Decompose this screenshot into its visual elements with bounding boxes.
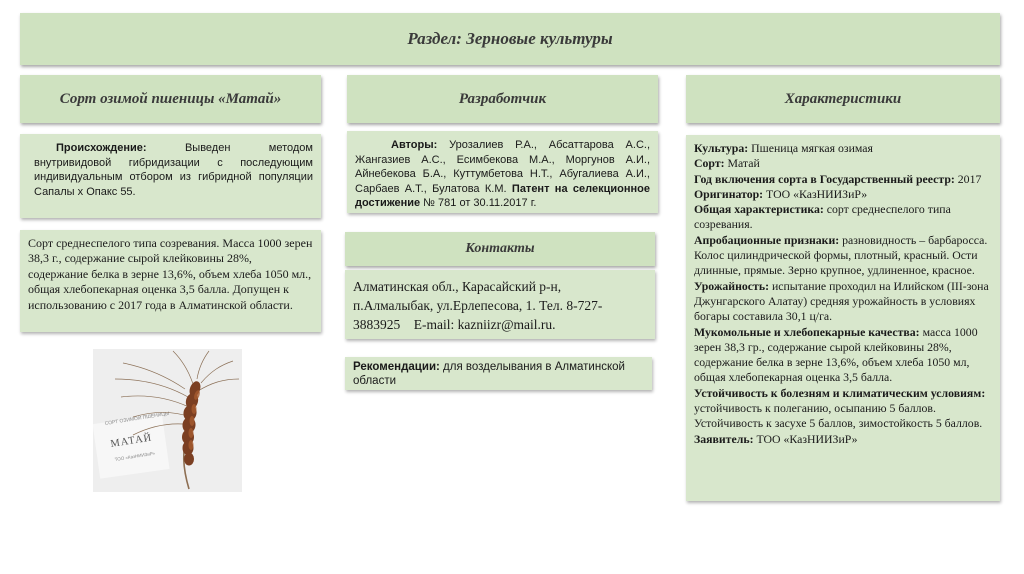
characteristic-label: Общая характеристика: [694,202,824,217]
characteristic-text: испытание проходил на Илийском (III-зона Джунгарского Алатау) средняя урожайность в условиях богары составила 30,1 ц/га. [694,278,989,324]
developer-header-label: Разработчик [458,90,547,107]
characteristic-text: разновидность – барбаросса. Колос цилиндрической формы, плотный, красный. Ости длинные, прямые. Зерно крупное, удлиненное, красное. [694,232,988,278]
characteristics-header [686,75,1000,123]
page-title: Раздел: Зерновые культуры [407,29,613,48]
characteristic-item [694,386,993,432]
characteristic-item [694,156,993,171]
characteristic-item [694,141,993,156]
contacts-phone-email-line: 3883925 E-mail: kazniizr@mail.ru. [353,317,556,332]
recommendations-label: Рекомендации: [353,361,440,373]
characteristics-box [686,135,1000,501]
patent-text: № 781 от 30.11.2017 г. [420,197,537,210]
characteristics-list [694,141,993,447]
book-subtitle: СОРТ ОЗИМОЙ ПШЕНИЦЫ [104,410,170,427]
wheat-brochure-image [93,349,242,492]
characteristic-item [694,187,993,202]
authors-paragraph [355,138,650,211]
characteristic-label: Заявитель: [694,431,754,446]
characteristics-header-label: Характеристики [784,90,902,107]
characteristic-label: Год включения сорта в Государственный реестр: [694,171,955,186]
characteristic-item [694,279,993,325]
characteristic-item [694,202,993,233]
characteristic-label: Урожайность: [694,278,769,293]
characteristic-text: масса 1000 зерен 38,3 гр., содержание сырой клейковины 28%, содержание белка в зерне 13,6%, объем хлеба 1050 мл, общая хлебопекарная оценка 3,5 балла. [694,324,978,385]
characteristic-item [694,432,993,447]
characteristic-item [694,172,993,187]
characteristic-text: ТОО «КазНИИЗиР» [753,431,858,446]
contacts-header-label: Контакты [465,241,535,256]
characteristic-text: устойчивость к полеганию, осыпанию 5 баллов. Устойчивость к засухе 5 баллов, зимостойкость 5 баллов. [694,401,983,431]
origin-text: Выведен методом внутривидовой гибридизации с последующим индивидуальным отбором из гибридной популяции Сапалы х Опакс 55. [34,142,313,198]
origin-box [20,134,321,218]
description-box [20,230,321,332]
characteristic-item [694,325,993,386]
book-title: МАТАЙ [109,432,154,450]
characteristic-text: сорт среднеспелого типа созревания. [694,202,951,232]
recommendations-box [345,357,652,390]
characteristic-label: Устойчивость к болезням и климатическим условиям: [694,385,986,400]
characteristic-label: Культура: [694,141,749,155]
characteristic-text: 2017 [954,171,982,186]
characteristic-label: Сорт: [694,156,725,171]
characteristic-label: Мукомольные и хлебопекарные качества: [694,324,920,339]
variety-header [20,75,321,123]
characteristic-text: Пшеница мягкая озимая [748,141,873,155]
characteristic-text: ТОО «КазНИИЗиР» [763,186,868,201]
variety-photo [93,349,242,492]
authors-text: Урозалиев Р.А., Абсаттарова А.С., Жангазиев А.С., Есимбекова М.А., Моргунов А.И., Айнебекова Б.А., Куттумбетова Н.Т., Абугалиева А.И., Сарбаев А.Т., Булатова К.М. [355,139,650,195]
patent-label: Патент на селекционное достижение [355,182,650,210]
contacts-address-line: Алматинская обл., Карасайский р-н, [353,279,562,294]
contacts-header [345,232,655,266]
characteristic-label: Оригинатор: [694,186,764,201]
origin-label: Происхождение: [56,142,147,154]
book-footer: ТОО «КазНИИЗиР» [114,450,156,462]
description-text: Сорт среднеспелого типа созревания. Масса 1000 зерен 38,3 г., содержание сырой клейковины 28%, содержание белка в зерне 13,6%, объем хлеба 1050 мл., общая хлебопекарная оценка 3,5 балла. Допущен к использованию с 2017 года в Алматинской области. [28,236,313,312]
contacts-box [345,270,655,339]
recommendations-text: для возделывания в Алматинской области [353,361,625,387]
authors-box [347,131,658,213]
title-bar [20,13,1000,65]
contacts-street-line: п.Алмалыбак, ул.Ерлепесова, 1. Тел. 8-727- [353,298,603,313]
variety-header-label: Сорт озимой пшеницы «Матай» [59,90,282,107]
origin-paragraph [34,141,313,199]
characteristic-item [694,233,993,279]
developer-header [347,75,658,123]
characteristic-text: Матай [724,156,760,171]
characteristic-label: Апробационные признаки: [694,232,840,247]
authors-label: Авторы: [391,139,438,151]
